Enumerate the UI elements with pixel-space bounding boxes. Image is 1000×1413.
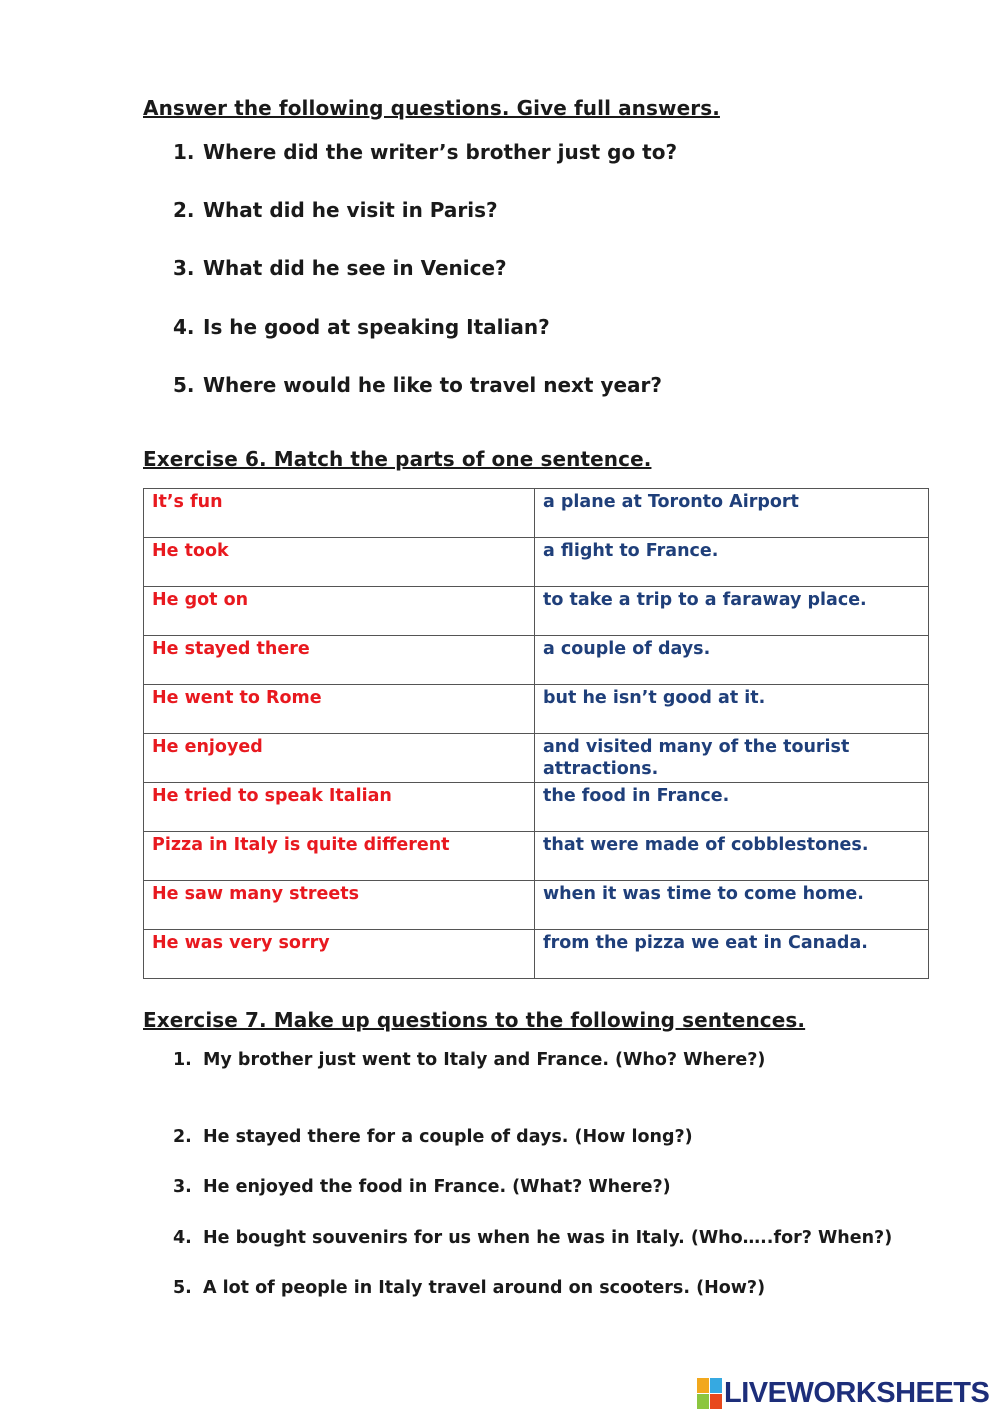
item-number: 4.	[173, 1228, 192, 1248]
list-item	[173, 1050, 765, 1070]
question-number: 4.	[173, 315, 195, 339]
table-cell-right: a plane at Toronto Airport	[535, 489, 929, 538]
item-number: 1.	[173, 1050, 192, 1070]
question-text: Is he good at speaking Italian?	[203, 315, 550, 339]
list-item	[173, 315, 550, 339]
table-row	[144, 636, 929, 685]
table-row	[144, 685, 929, 734]
liveworksheets-logo-icon	[697, 1378, 721, 1408]
list-item	[173, 1127, 693, 1147]
table-row	[144, 587, 929, 636]
question-text: What did he visit in Paris?	[203, 198, 498, 222]
list-item	[173, 256, 507, 280]
question-text: Where did the writer’s brother just go to?	[203, 140, 678, 164]
table-cell-right: a flight to France.	[535, 538, 929, 587]
section1-heading: Answer the following questions. Give full answers.	[143, 96, 720, 120]
match-table	[143, 488, 929, 979]
table-cell-left: It’s fun	[144, 489, 535, 538]
question-text: Where would he like to travel next year?	[203, 373, 663, 397]
list-item	[173, 373, 662, 397]
liveworksheets-logo	[697, 1376, 989, 1410]
table-cell-left: He went to Rome	[144, 685, 535, 734]
table-cell-right: when it was time to come home.	[535, 881, 929, 930]
table-row	[144, 783, 929, 832]
question-number: 2.	[173, 198, 195, 222]
list-item	[173, 140, 677, 164]
table-cell-left: He took	[144, 538, 535, 587]
list-item	[173, 198, 498, 222]
table-cell-left: He saw many streets	[144, 881, 535, 930]
question-number: 5.	[173, 373, 195, 397]
table-cell-left: He enjoyed	[144, 734, 535, 783]
table-cell-right: but he isn’t good at it.	[535, 685, 929, 734]
item-text: He enjoyed the food in France. (What? Where?)	[203, 1177, 671, 1197]
table-cell-right: and visited many of the tourist attractions.	[535, 734, 929, 783]
item-text: A lot of people in Italy travel around on scooters. (How?)	[203, 1278, 766, 1298]
table-cell-left: He stayed there	[144, 636, 535, 685]
table-cell-right: the food in France.	[535, 783, 929, 832]
list-item	[173, 1177, 671, 1197]
exercise7-heading: Exercise 7. Make up questions to the following sentences.	[143, 1008, 806, 1032]
list-item	[173, 1228, 892, 1248]
table-row	[144, 538, 929, 587]
item-text: My brother just went to Italy and France. (Who? Where?)	[203, 1050, 766, 1070]
table-cell-right: to take a trip to a faraway place.	[535, 587, 929, 636]
item-number: 2.	[173, 1127, 192, 1147]
item-number: 5.	[173, 1278, 192, 1298]
table-cell-right: that were made of cobblestones.	[535, 832, 929, 881]
table-row	[144, 832, 929, 881]
table-row	[144, 881, 929, 930]
table-cell-right: from the pizza we eat in Canada.	[535, 930, 929, 979]
question-number: 3.	[173, 256, 195, 280]
item-number: 3.	[173, 1177, 192, 1197]
exercise6-heading: Exercise 6. Match the parts of one sentence.	[143, 447, 652, 471]
question-number: 1.	[173, 140, 195, 164]
table-cell-left: He was very sorry	[144, 930, 535, 979]
table-cell-left: He tried to speak Italian	[144, 783, 535, 832]
question-text: What did he see in Venice?	[203, 256, 507, 280]
table-cell-left: Pizza in Italy is quite different	[144, 832, 535, 881]
watermark-text: LIVEWORKSHEETS	[724, 1376, 990, 1409]
table-cell-left: He got on	[144, 587, 535, 636]
table-cell-right: a couple of days.	[535, 636, 929, 685]
table-row	[144, 489, 929, 538]
table-row	[144, 930, 929, 979]
item-text: He stayed there for a couple of days. (How long?)	[203, 1127, 693, 1147]
list-item	[173, 1278, 765, 1298]
item-text: He bought souvenirs for us when he was in Italy. (Who…..for? When?)	[203, 1228, 893, 1248]
table-row	[144, 734, 929, 783]
